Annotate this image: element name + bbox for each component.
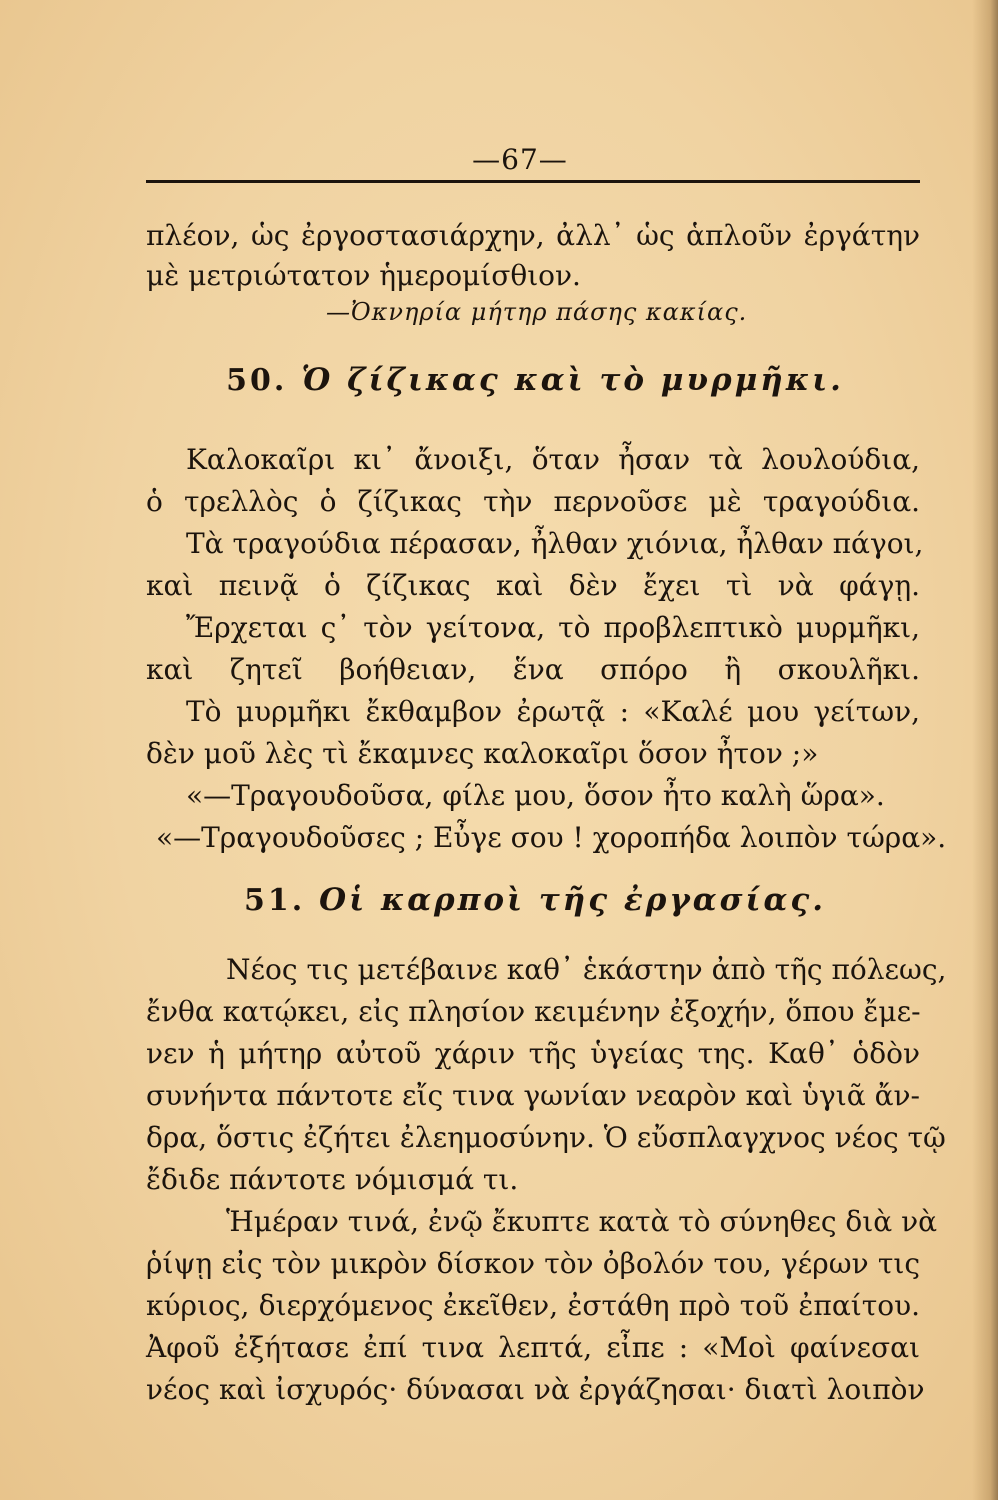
text-line: Νέος τις μετέβαινε καθ᾽ ἑκάστην ἀπὸ τῆς πόλεως, [226, 953, 947, 986]
poem-line: Τὰ τραγούδια πέρασαν, ἦλθαν χιόνια, ἦλθαν πάγοι, [186, 527, 924, 560]
poem-line: Ἔρχεται ς᾽ τὸν γείτονα, τὸ προβλεπτικὸ μυρμῆκι, [186, 611, 920, 644]
section-number: 50. [226, 363, 288, 398]
motto: —Ὀκνηρία μήτηρ πάσης κακίας. [326, 298, 748, 326]
section-heading-50 [150, 362, 920, 398]
text-line: Ἡμέραν τινά, ἐνῷ ἔκυπτε κατὰ τὸ σύνηθες διὰ νὰ [226, 1205, 938, 1238]
poem-line: «—Τραγουδοῦσες ; Εὖγε σου ! χοροπήδα λοιπὸν τώρα». [156, 821, 947, 854]
poem-line: Καλοκαῖρι κι᾽ ἄνοιξι, ὅταν ἦσαν τὰ λουλούδια, [186, 443, 920, 476]
text-line: δρα, ὅστις ἐζήτει ἐλεημοσύνην. Ὁ εὔσπλαγχνος νέος τῷ [146, 1121, 946, 1154]
poem-line: καὶ ζητεῖ βοήθειαν, ἕνα σπόρο ἢ σκουλῆκι. [146, 653, 920, 686]
text-line: ἔνθα κατῴκει, εἰς πλησίον κειμένην ἐξοχήν, ὅπου ἔμε- [146, 995, 921, 1028]
poem-line: καὶ πεινᾷ ὁ ζίζικας καὶ δὲν ἔχει τὶ νὰ φάγῃ. [146, 569, 920, 602]
header-rule [146, 180, 920, 183]
poem-line: Τὸ μυρμῆκι ἔκθαμβον ἐρωτᾷ : «Καλέ μου γείτων, [186, 695, 920, 728]
page-number: —67— [472, 143, 568, 176]
text-line: πλέον, ὡς ἐργοστασιάρχην, ἀλλ᾽ ὡς ἁπλοῦν ἐργάτην [146, 219, 920, 252]
poem-line: δὲν μοῦ λὲς τὶ ἔκαμνες καλοκαῖρι ὅσον ἦτον ;» [146, 737, 819, 770]
poem-line: ὁ τρελλὸς ὁ ζίζικας τὴν περνοῦσε μὲ τραγούδια. [146, 485, 920, 518]
section-title: Οἱ καρποὶ τῆς ἐργασίας. [319, 882, 827, 918]
text-line: νέος καὶ ἰσχυρός· δύνασαι νὰ ἐργάζησαι· διατὶ λοιπὸν [146, 1373, 925, 1406]
text-line: μὲ μετριώτατον ἡμερομίσθιον. [146, 259, 581, 292]
text-line: Ἀφοῦ ἐξήτασε ἐπί τινα λεπτά, εἶπε : «Μοὶ φαίνεσαι [146, 1331, 920, 1364]
text-line: νεν ἡ μήτηρ αὐτοῦ χάριν τῆς ὑγείας της. Καθ᾽ ὁδὸν [146, 1037, 920, 1070]
text-line: κύριος, διερχόμενος ἐκεῖθεν, ἐστάθη πρὸ τοῦ ἐπαίτου. [146, 1289, 920, 1322]
section-heading-51 [150, 882, 920, 918]
page-edge-shadow [972, 0, 998, 1500]
section-title: Ὁ ζίζικας καὶ τὸ μυρμῆκι. [301, 362, 844, 398]
text-line: ἔδιδε πάντοτε νόμισμά τι. [146, 1163, 519, 1196]
text-line: συνήντα πάντοτε εἴς τινα γωνίαν νεαρὸν καὶ ὑγιᾶ ἄν- [146, 1079, 920, 1112]
section-number: 51. [243, 883, 306, 918]
poem-line: «—Τραγουδοῦσα, φίλε μου, ὅσον ἦτο καλὴ ὥρα». [186, 779, 885, 812]
text-line: ῥίψῃ εἰς τὸν μικρὸν δίσκον τὸν ὀβολόν του, γέρων τις [146, 1247, 920, 1280]
